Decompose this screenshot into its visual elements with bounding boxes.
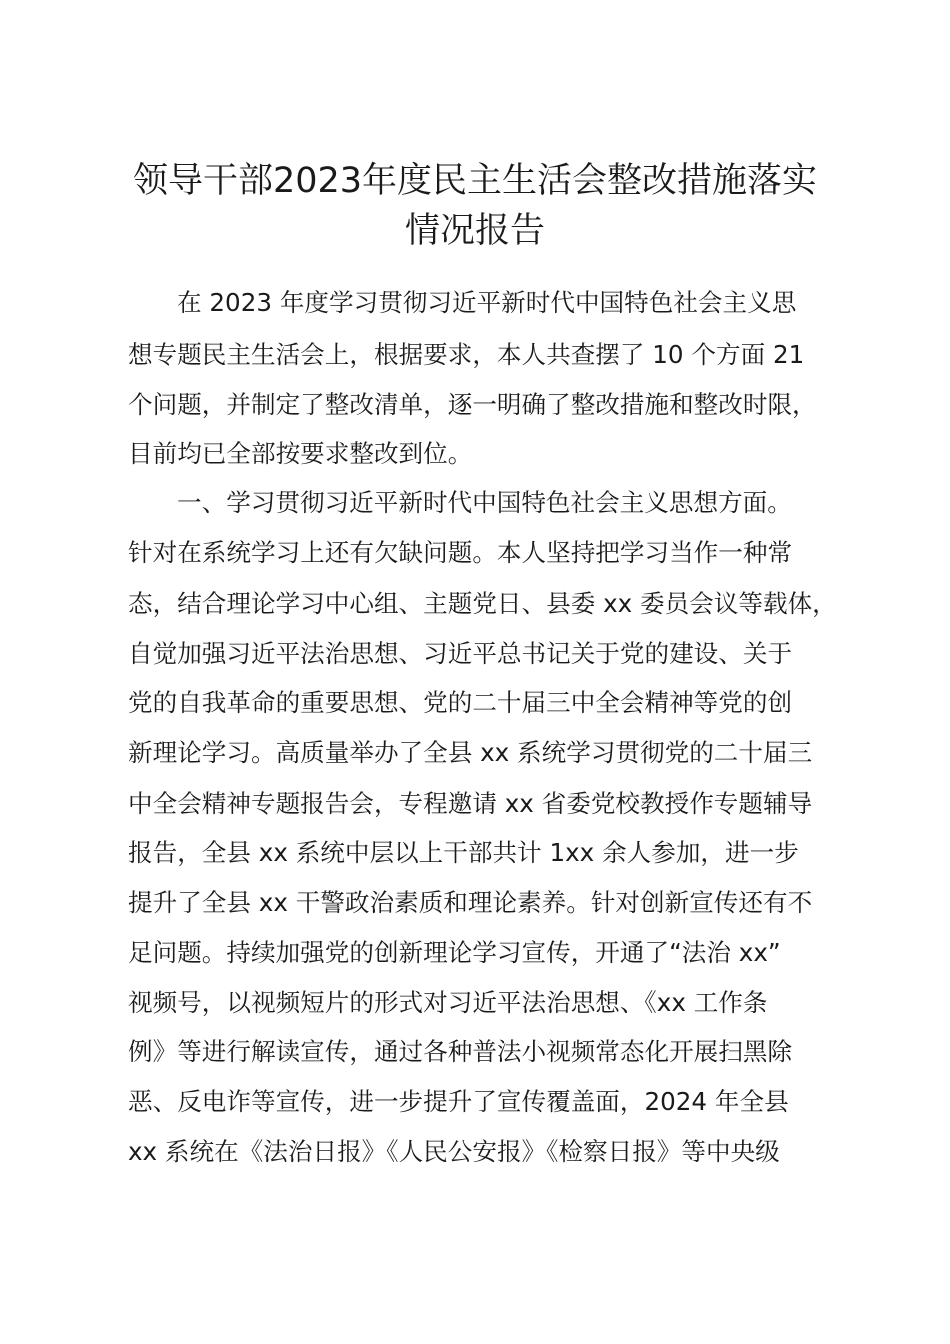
paragraph-line: 中全会精神专题报告会，专程邀请 xx 省委党校教授作专题辅导 bbox=[128, 789, 813, 818]
paragraph-line: 个问题，并制定了整改清单，逐一明确了整改措施和整改时限， bbox=[128, 390, 817, 419]
paragraph-line: 在 2023 年度学习贯彻习近平新时代中国特色社会主义思 bbox=[177, 288, 797, 317]
paragraph-line: 党的自我革命的重要思想、党的二十届三中全会精神等党的创 bbox=[128, 688, 793, 717]
paragraph-line: 新理论学习。高质量举办了全县 xx 系统学习贯彻党的二十届三 bbox=[128, 738, 813, 767]
paragraph-line: 恶、反电诈等宣传，进一步提升了宣传覆盖面，2024 年全县 bbox=[128, 1087, 789, 1116]
paragraph-line: 态，结合理论学习中心组、主题党日、县委 xx 委员会议等载体， bbox=[128, 589, 837, 618]
paragraph-line: 想专题民主生活会上，根据要求，本人共查摆了 10 个方面 21 bbox=[128, 340, 805, 369]
document-title-line-2: 情况报告 bbox=[404, 211, 545, 251]
paragraph-line: 视频号，以视频短片的形式对习近平法治思想、《xx 工作条 bbox=[128, 988, 768, 1017]
paragraph-line: 足问题。持续加强党的创新理论学习宣传，开通了“法治 xx” bbox=[128, 938, 781, 967]
paragraph-line: 针对在系统学习上还有欠缺问题。本人坚持把学习当作一种常 bbox=[128, 538, 793, 567]
section-heading: 一、学习贯彻习近平新时代中国特色社会主义思想方面。 bbox=[177, 488, 792, 517]
paragraph-line: 报告，全县 xx 系统中层以上干部共计 1xx 余人参加，进一步 bbox=[128, 838, 799, 867]
document-title-line-1: 领导干部2023年度民主生活会整改措施落实 bbox=[132, 161, 818, 201]
paragraph-line: 提升了全县 xx 干警政治素质和理论素养。针对创新宣传还有不 bbox=[128, 888, 813, 917]
paragraph-line: 自觉加强习近平法治思想、习近平总书记关于党的建设、关于 bbox=[128, 639, 793, 668]
paragraph-line: 目前均已全部按要求整改到位。 bbox=[128, 439, 473, 468]
paragraph-line: 例》等进行解读宣传，通过各种普法小视频常态化开展扫黑除 bbox=[128, 1037, 793, 1066]
paragraph-line: xx 系统在《法治日报》《人民公安报》《检察日报》等中央级 bbox=[128, 1137, 780, 1166]
